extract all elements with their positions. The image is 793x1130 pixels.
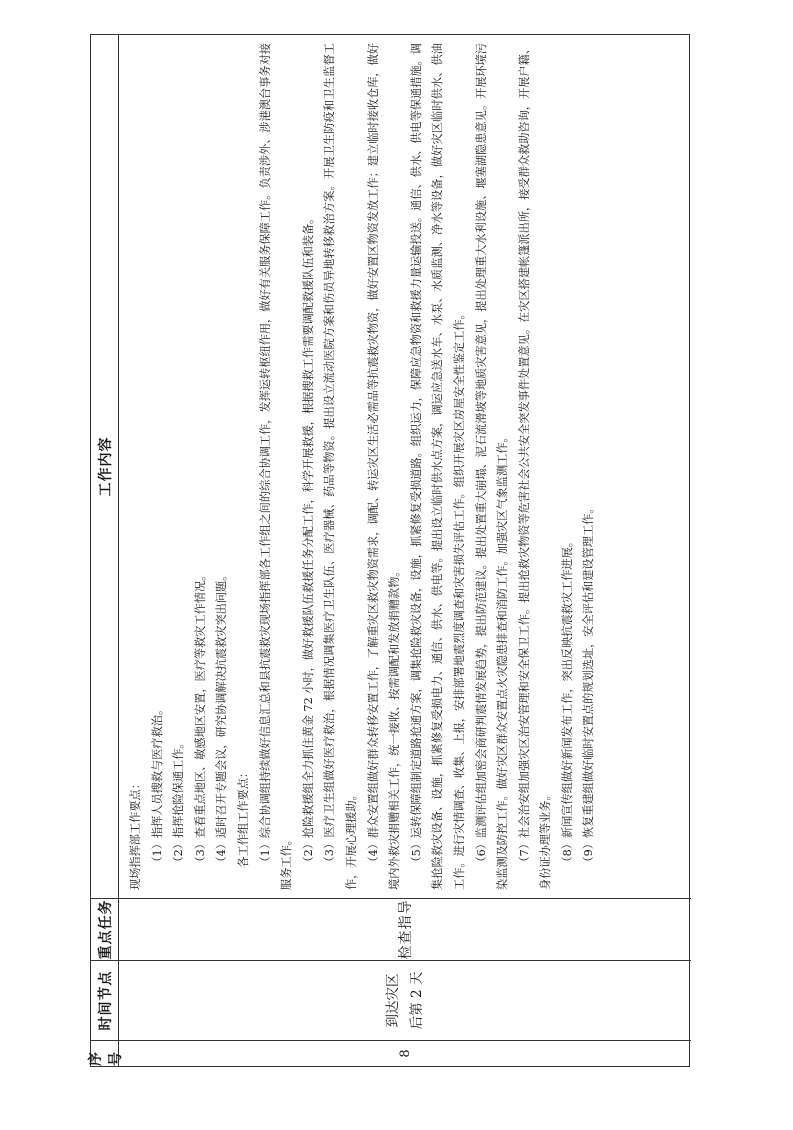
group-item: （3）医疗卫生组做好医疗救治，根据情况调集医疗卫生队伍、医疗器械、药品等物资。提出设立流动医院方案和伤员异地转移救治方案。开展卫生防疫和卫生监督工作，开展心理援助。 xyxy=(323,43,358,890)
header-seq-label: 序号 xyxy=(87,1051,124,1066)
time-line-1: 到达灾区 xyxy=(385,973,401,1028)
header-cell-task xyxy=(91,898,118,960)
cell-seq xyxy=(119,1040,691,1066)
group-item: （8）新闻宣传组做好新闻发布工作，突出反映抗震救灾工作进展。 xyxy=(560,536,574,868)
group-item: （9）恢复重建组做好临时安置点的规划选址，安全评估和建设管理工作。 xyxy=(582,502,596,868)
table-row xyxy=(119,35,691,1066)
row-seq-number: 8 xyxy=(397,1049,413,1058)
header-time-label: 时间节点 xyxy=(97,970,114,1031)
group-item: （2）抢险救援组全力抓住黄金 72 小时，做好救援队伍救援任务分配工作，科学开展救援，根据搜救工作需要调配救援队伍和装备。 xyxy=(301,212,315,868)
group-item: （4）群众安置组做好群众转移安置工作，了解重灾区救灾物资需求，调配、转运灾区生活必需品等抗震救灾物资，做好安置区物资发放工作；建立临时接收仓库，做好境内外救灾捐赠相关工作，统一接收、按需调配和发放捐赠款物。 xyxy=(366,43,402,890)
group-item: （5）运转保障组制定道路抢通方案，调集抢险救灾设备，设施，抓紧修复受损道路。组织运力，保障应急物资和救援力量运输投送。通信、供水、供电等保通措施。调集抢险救灾设备、设施，抓紧修复受损电力、通信、供水、供电等。提出设立临时供水点方案，调运应急送水车、水泵、水质监测、净水等设备，做好灾区临时供水、供油工作。进行灾情调查、收集、上报，安排部署地震烈度调查和灾害损失评估工作。组织开展灾区房屋安全性鉴定工作。 xyxy=(409,43,466,890)
header-task-label: 重点任务 xyxy=(97,899,114,960)
site-item: （1）指挥人员搜救与医疗救治。 xyxy=(150,703,164,868)
cell-task xyxy=(119,898,691,960)
time-line-2: 后第 2 天 xyxy=(409,971,425,1030)
header-cell-seq xyxy=(87,1040,124,1066)
site-heading: 现场指挥部工作要点： xyxy=(129,778,142,890)
table-header-row xyxy=(87,35,124,1066)
work-table xyxy=(87,34,690,1067)
site-item: （4）适时召开专题会议，研究协调解决抗震救灾突出问题。 xyxy=(215,569,229,868)
row-time-node xyxy=(119,961,691,1040)
site-item: （2）指挥抢险保通工作。 xyxy=(172,737,186,868)
rotated-table-wrapper xyxy=(87,34,690,1067)
group-item: （1）综合协调组持续做好信息汇总和县抗震救灾现场指挥部各工作组之间的综合协调工作，发挥运转枢纽作用，做好有关服务保障工作。负责涉外、涉港澳台事务对接服务工作。 xyxy=(258,43,294,890)
cell-content xyxy=(119,35,691,898)
header-cell-time xyxy=(91,960,118,1040)
work-content xyxy=(119,35,600,898)
cell-time xyxy=(119,960,691,1040)
group-item: （7）社会治安组加强灾区治安管理和安全保卫工作。提出抢救灾物资等危害社会公共安全突发事件处置意见。在灾区搭建帐篷派出所，接受群众救助咨询，开展户籍、身份证办理等业务。 xyxy=(517,43,553,890)
group-heading: 各工作组工作要点： xyxy=(236,766,250,868)
header-cell-content xyxy=(91,35,118,898)
row-key-task: 检查指导 xyxy=(398,899,414,960)
group-item: （6）监测评估组加密会商研判震情发展趋势，提出防范建议。提出处置重大崩塌、泥石流滑坡等地质灾害意见，提出处理重大水利设施、堰塞湖隐患意见。开展环境污染监测及防控工作。做好灾区群众安置点火灾隐患排查和消防工作。加强灾区气象监测工作。 xyxy=(474,43,510,890)
header-content-label: 工作内容 xyxy=(97,436,114,497)
site-item: （3）查看重点地区、敏感地区安置，医疗等救灾工作情况。 xyxy=(193,569,207,868)
